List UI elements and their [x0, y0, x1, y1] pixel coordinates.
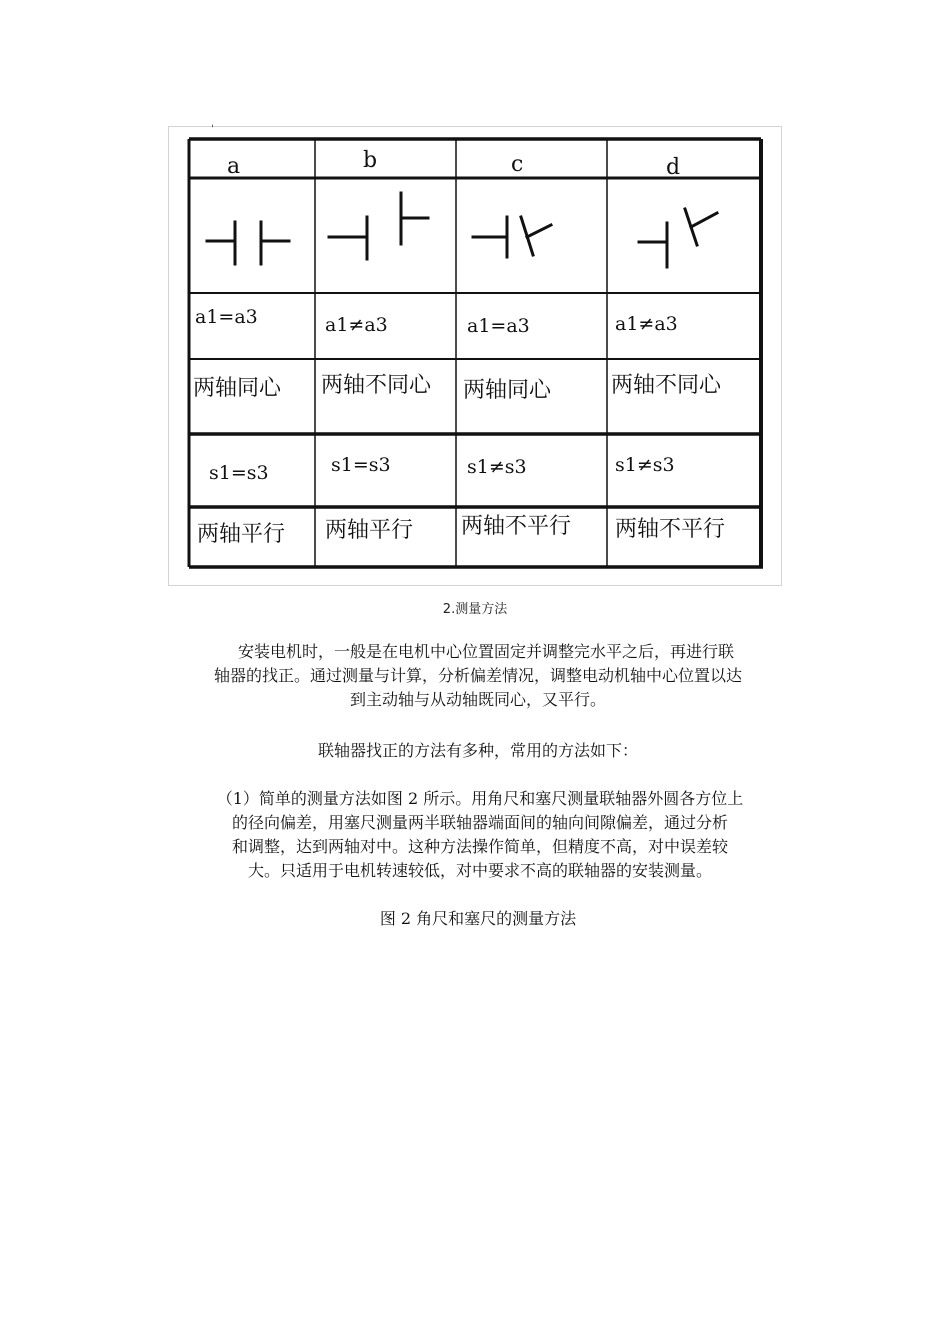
paragraph-simple-method-line: 大。只适用于电机转速较低，对中要求不高的联轴器的安装测量。	[247, 861, 712, 880]
figure-caption-small: 2.测量方法	[442, 602, 508, 617]
axial-meaning-c: 两轴不平行	[461, 514, 572, 539]
axial-relation-b: s1=s3	[331, 454, 391, 476]
paragraph-installation	[160, 640, 796, 712]
radial-meaning-a: 两轴同心	[193, 376, 282, 401]
paragraph-installation-line: 轴器的找正。通过测量与计算，分析偏差情况，调整电动机轴中心位置以达	[213, 666, 742, 685]
figure2-caption: 图 2 角尺和塞尺的测量方法	[379, 909, 577, 928]
radial-relation-c: a1=a3	[467, 315, 530, 337]
radial-meaning-d: 两轴不同心	[611, 373, 722, 398]
symbol-a-aligned	[207, 222, 289, 264]
paragraph-simple-method-line: （1）简单的测量方法如图 2 所示。用角尺和塞尺测量联轴器外圆各方位上	[216, 789, 744, 808]
radial-relation-b: a1≠a3	[325, 314, 388, 336]
header-b: b	[363, 148, 378, 173]
alignment-table-graphic	[169, 127, 781, 585]
header-c: c	[511, 152, 524, 177]
axial-relation-c: s1≠s3	[467, 456, 527, 478]
radial-meaning-c: 两轴同心	[463, 378, 552, 403]
paragraph-installation-line: 到主动轴与从动轴既同心，又平行。	[349, 690, 606, 709]
symbol-b-offset	[329, 193, 428, 259]
header-a: a	[227, 154, 241, 179]
paragraph-installation-line: 安装电机时，一般是在电机中心位置固定并调整完水平之后，再进行联	[221, 642, 734, 661]
header-d: d	[666, 155, 681, 180]
axial-meaning-a: 两轴平行	[197, 522, 286, 547]
paragraph-methods-intro: 联轴器找正的方法有多种，常用的方法如下：	[317, 741, 638, 760]
radial-relation-d: a1≠a3	[615, 313, 678, 335]
paragraph-simple-method	[170, 787, 790, 883]
axial-meaning-d: 两轴不平行	[615, 517, 726, 542]
axial-meaning-b: 两轴平行	[325, 518, 414, 543]
axial-relation-d: s1≠s3	[615, 454, 675, 476]
paragraph-simple-method-line: 和调整，达到两轴对中。这种方法操作简单，但精度不高，对中误差较	[231, 837, 728, 856]
radial-relation-a: a1=a3	[195, 306, 258, 328]
coupling-alignment-figure	[168, 126, 782, 586]
paragraph-simple-method-line: 的径向偏差，用塞尺测量两半联轴器端面间的轴向间隙偏差，通过分析	[231, 813, 728, 832]
symbol-d-offset-angular	[639, 209, 717, 267]
scan-mark: '	[211, 124, 214, 135]
radial-meaning-b: 两轴不同心	[321, 373, 432, 398]
symbol-c-angular	[473, 217, 551, 257]
axial-relation-a: s1=s3	[209, 462, 269, 484]
